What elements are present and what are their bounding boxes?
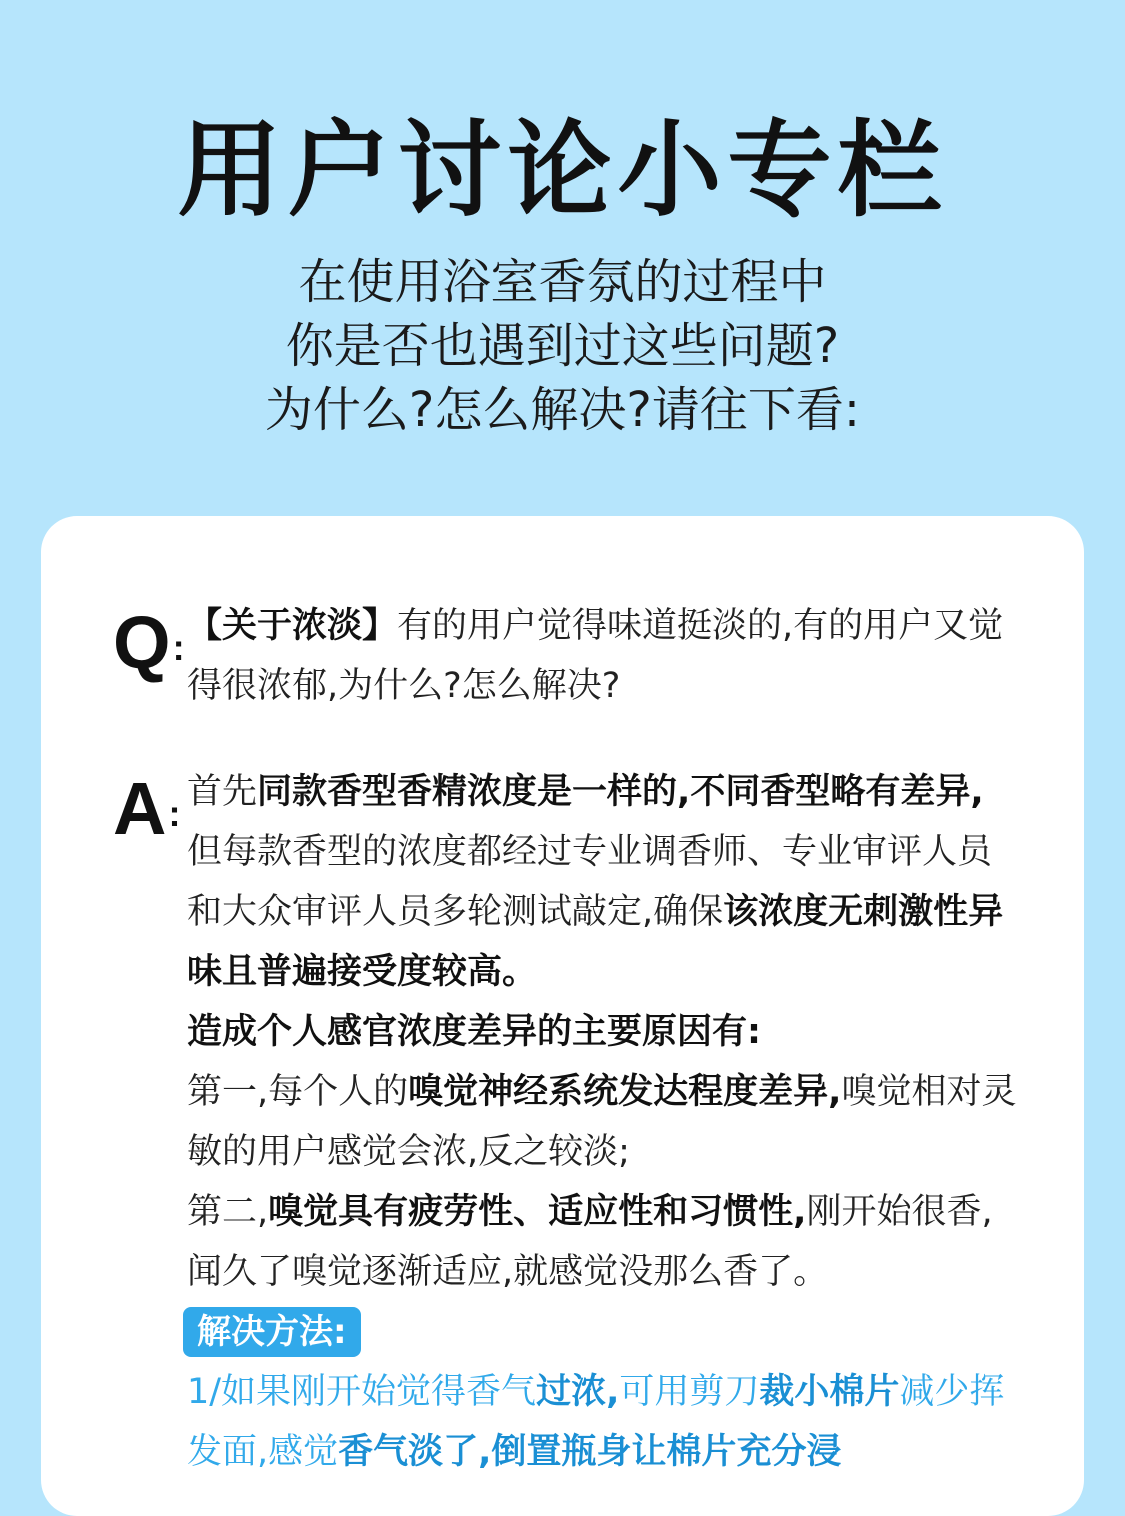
answer-emphasis: 嗅觉神经系统发达程度差异, xyxy=(408,1072,842,1112)
intro-line: 在使用浴室香氛的过程中 xyxy=(298,254,827,310)
answer-paragraph-3 xyxy=(187,1062,1017,1182)
q-letter: Q xyxy=(113,601,171,684)
answer-paragraph-2 xyxy=(187,1002,1017,1062)
intro-line: 为什么?怎么解决?请往下看: xyxy=(264,382,861,438)
answer-emphasis: 该浓度无刺激性异味且普遍接受度较高。 xyxy=(187,892,1004,992)
solution-span: 可用剪刀 xyxy=(619,1372,760,1412)
page-title: 用户讨论小专栏 xyxy=(177,109,948,231)
answer-text-span: 第一,每个人的 xyxy=(187,1072,409,1112)
intro-text xyxy=(0,250,1125,442)
answer-text-span: 首先 xyxy=(187,772,258,812)
question-text xyxy=(187,596,1017,716)
solution-emphasis: 香气淡了,倒置瓶身让棉片充分浸 xyxy=(338,1432,842,1472)
solution-emphasis: 裁小棉片 xyxy=(759,1372,900,1412)
solution-badge: 解决方法: xyxy=(183,1307,361,1357)
answer-emphasis: 同款香型香精浓度是一样的,不同香型略有差异, xyxy=(257,772,984,812)
q-mark xyxy=(113,601,185,684)
a-letter: A xyxy=(113,767,167,850)
question-tag: 【关于浓淡】 xyxy=(187,606,398,646)
q-colon: : xyxy=(172,627,185,669)
solution-span: 减少挥发面,感觉 xyxy=(187,1372,1005,1472)
qa-card xyxy=(41,516,1084,1516)
answer-paragraph-4 xyxy=(187,1182,1017,1302)
answer-emphasis: 造成个人感官浓度差异的主要原因有: xyxy=(187,1012,761,1052)
answer-emphasis: 嗅觉具有疲劳性、适应性和习惯性, xyxy=(268,1192,807,1232)
solution-text xyxy=(187,1362,1017,1482)
a-mark xyxy=(113,767,181,850)
solution-emphasis: 过浓, xyxy=(536,1372,620,1412)
answer-paragraph-1 xyxy=(187,762,1017,1002)
answer-text xyxy=(187,762,1017,1482)
answer-text-span: 第二, xyxy=(187,1192,269,1232)
solution-span: 1/如果刚开始觉得香气 xyxy=(187,1372,537,1412)
answer-text-span: 刚开始很香,闻久了嗅觉逐渐适应,就感觉没那么香了。 xyxy=(187,1192,993,1292)
question-body: 有的用户觉得味道挺淡的,有的用户又觉得很浓郁,为什么?怎么解决? xyxy=(187,606,1004,706)
a-colon: : xyxy=(168,793,181,835)
answer-text-span: 嗅觉相对灵敏的用户感觉会浓,反之较淡; xyxy=(187,1072,1017,1172)
intro-line: 你是否也遇到过这些问题? xyxy=(285,318,840,374)
answer-text-span: 但每款香型的浓度都经过专业调香师、专业审评人员和大众审评人员多轮测试敲定,确保 xyxy=(187,832,993,932)
